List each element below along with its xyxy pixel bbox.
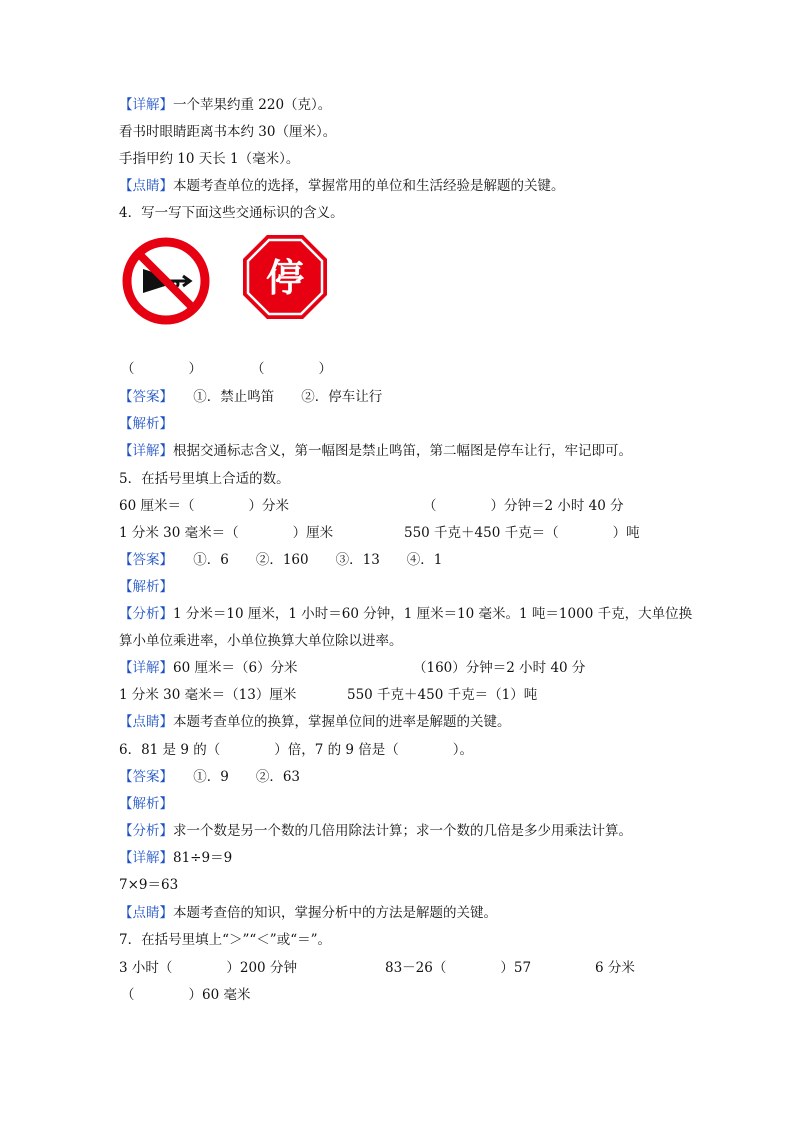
detail-text: 60 厘米＝（6）分米 [173, 660, 298, 676]
point-line [119, 177, 565, 195]
detail-text: 一个苹果约重 220（克）。 [173, 97, 332, 113]
detail-label: 【详解】 [119, 850, 173, 866]
detail-line [119, 96, 331, 114]
analysis-line [119, 822, 632, 840]
analysis2-label: 【分析】 [119, 823, 173, 839]
blank-expression: 1 分米 30 毫米＝（ ）厘米 [119, 525, 334, 541]
answer-text: ①．6 ②．160 ③．13 ④．1 [166, 552, 443, 568]
point-text: 本题考查倍的知识，掌握分析中的方法是解题的关键。 [173, 905, 497, 921]
answer-label: 【答案】 [119, 552, 167, 568]
detail-label: 【详解】 [119, 97, 173, 113]
analysis-label: 【解析】 [119, 796, 173, 812]
blank-expression: 83－26（ ）57 [385, 960, 532, 976]
question-6-title: 6．81 是 9 的（ ）倍，7 的 9 倍是（ ）。 [119, 742, 474, 758]
blank-expression: 60 厘米＝（ ）分米 [119, 498, 289, 514]
detail-text: 1 分米 30 毫米＝（13）厘米 [119, 687, 297, 703]
blank-expression: 3 小时（ ）200 分钟 [119, 960, 297, 976]
answer-line [119, 388, 382, 406]
question-4-title: 4．写一写下面这些交通标识的含义。 [119, 205, 344, 221]
analysis2-label: 【分析】 [119, 606, 173, 622]
answer-text: ①．9 ②．63 [166, 769, 301, 785]
analysis-text: 求一个数是另一个数的几倍用除法计算；求一个数的几倍是多少用乘法计算。 [173, 823, 632, 839]
point-label: 【点睛】 [119, 178, 173, 194]
detail-text: （160）分钟＝2 小时 40 分 [413, 660, 586, 676]
point-label: 【点睛】 [119, 714, 173, 730]
stop-sign-text: 停 [265, 256, 305, 300]
blank-expression: （ ）60 毫米 [121, 987, 251, 1003]
point-text: 本题考查单位的换算，掌握单位间的进率是解题的关键。 [173, 714, 511, 730]
point-label: 【点睛】 [119, 905, 173, 921]
answer-blank: （ ） [251, 361, 332, 377]
stop-sign-icon [242, 234, 328, 320]
detail-line [119, 849, 232, 867]
answer-line [119, 768, 300, 786]
point-line [119, 713, 511, 731]
detail-line [119, 442, 632, 460]
text-line: 手指甲约 10 天长 1（毫米）。 [119, 151, 300, 167]
point-line [119, 904, 497, 922]
question-5-title: 5．在括号里填上合适的数。 [119, 471, 290, 487]
answer-label: 【答案】 [119, 769, 167, 785]
detail-text: 81÷9＝9 [173, 850, 233, 866]
blank-expression: 550 千克＋450 千克＝（ ）吨 [404, 525, 640, 541]
point-text: 本题考查单位的选择，掌握常用的单位和生活经验是解题的关键。 [173, 178, 565, 194]
detail-label: 【详解】 [119, 443, 173, 459]
no-honking-sign-icon [121, 236, 211, 326]
detail-label: 【详解】 [119, 660, 173, 676]
analysis-text: 1 分米＝10 厘米，1 小时＝60 分钟，1 厘米＝10 毫米。1 吨＝1000 千克，大单位换 [173, 606, 693, 622]
blank-expression: （ ）分钟＝2 小时 40 分 [423, 498, 624, 514]
detail-text: 550 千克＋450 千克＝（1）吨 [347, 687, 538, 703]
answer-label: 【答案】 [119, 389, 167, 405]
detail-text: 根据交通标志含义，第一幅图是禁止鸣笛，第二幅图是停车让行，牢记即可。 [173, 443, 632, 459]
analysis-label: 【解析】 [119, 579, 173, 595]
analysis-line [119, 605, 692, 623]
answer-text: ①．禁止鸣笛 ②．停车让行 [166, 389, 383, 405]
answer-line [119, 551, 442, 569]
answer-blank: （ ） [121, 361, 202, 377]
question-7-title: 7．在括号里填上“＞”“＜”或“＝”。 [119, 932, 331, 948]
detail-line [119, 659, 298, 677]
blank-expression: 6 分米 [595, 960, 635, 976]
analysis-line: 算小单位乘进率，小单位换算大单位除以进率。 [119, 633, 403, 649]
analysis-label: 【解析】 [119, 416, 173, 432]
detail-text: 7×9＝63 [119, 877, 179, 893]
text-line: 看书时眼睛距离书本约 30（厘米）。 [119, 124, 337, 140]
